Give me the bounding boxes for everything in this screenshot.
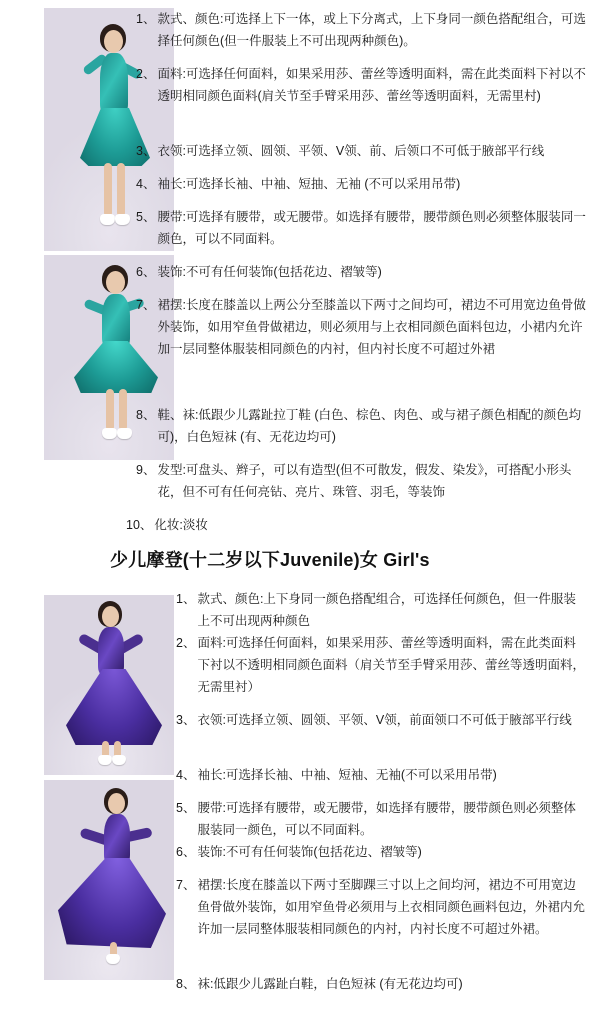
photo-girl-purple-pose xyxy=(44,780,174,980)
list-item-number: 3、 xyxy=(136,144,156,158)
list-item-number: 1、 xyxy=(176,592,196,606)
list-item xyxy=(136,140,588,162)
dancer-figure xyxy=(44,595,174,775)
head-shape xyxy=(102,606,119,627)
list-item-number: 8、 xyxy=(176,977,196,991)
head-shape xyxy=(108,793,125,814)
section-title: 少儿摩登(十二岁以下Juvenile)女 Girl's xyxy=(110,550,430,570)
list-item xyxy=(136,63,588,107)
bodice-shape xyxy=(102,294,130,348)
skirt-shape xyxy=(66,669,162,745)
list-item-number: 5、 xyxy=(136,210,156,224)
list-item xyxy=(126,514,588,536)
list-item xyxy=(136,206,588,250)
list-item xyxy=(136,173,588,195)
shoe-left-shape xyxy=(98,755,112,765)
list-item-text: 腰带:可选择有腰带，或无腰带。如选择有腰带，腰带颜色则必须整体服装同一颜色，可以不同面料。 xyxy=(157,210,586,246)
shoe-left-shape xyxy=(106,954,120,964)
list-item-text: 装饰:不可有任何装饰(包括花边、褶皱等) xyxy=(197,845,422,859)
list-item-number: 2、 xyxy=(136,67,156,81)
list-item-text: 袖长:可选择长袖、中袖、短抽、无袖 (不可以采用吊带) xyxy=(157,177,461,191)
list-item xyxy=(176,973,588,995)
list-item-text: 发型:可盘头、辫子，可以有造型(但不可散发，假发、染发》，可搭配小形头花，但不可有任何亮钻、亮片、珠管、羽毛，等装饰 xyxy=(157,463,572,499)
leg-right-shape xyxy=(117,163,125,217)
list-item-number: 6、 xyxy=(176,845,196,859)
list-item-text: 装饰:不可有任何装饰(包括花边、褶皱等) xyxy=(157,265,382,279)
shoe-right-shape xyxy=(115,214,130,225)
shoe-left-shape xyxy=(100,214,115,225)
list-item-text: 面料:可选择任何面料，如果采用莎、蕾丝等透明面料，需在此类面料下衬以不透明相同颜色面料(肩关节至手臂采用莎、蕾丝等透明面料，无需里村) xyxy=(157,67,586,103)
list-item-number: 7、 xyxy=(176,878,196,892)
list-item xyxy=(176,764,588,786)
list-item-text: 款式、颜色:可选择上下一体，或上下分离式，上下身同一颜色搭配组合，可选择任何颜色(但一件服装上不可出现两种颜色)。 xyxy=(157,12,586,48)
list-item-number: 6、 xyxy=(136,265,156,279)
list-item xyxy=(176,841,588,863)
leg-left-shape xyxy=(104,163,112,217)
list-item-number: 8、 xyxy=(136,408,156,422)
list-item-text: 化妆:淡妆 xyxy=(154,518,208,532)
list-item xyxy=(136,294,588,360)
list-item xyxy=(176,709,588,731)
bodice-shape xyxy=(104,814,130,864)
skirt-shape xyxy=(58,858,166,948)
photo-girl-purple-standing xyxy=(44,595,174,775)
list-item xyxy=(176,797,588,841)
list-item xyxy=(176,632,588,698)
list-item-text: 袜:低跟少儿露趾白鞋，白色短袜 (有无花边均可) xyxy=(197,977,463,991)
list-item-text: 腰带:可选择有腰带，或无腰带，如选择有腰带，腰带颜色则必须整体服装同一颜色，可以不同面料。 xyxy=(197,801,576,837)
list-item-number: 10、 xyxy=(126,518,153,532)
list-item-number: 5、 xyxy=(176,801,196,815)
bodice-shape xyxy=(100,53,128,115)
list-item-text: 衣领:可选择立领、圆领、平领、V领、前、后领口不可低于腋部平行线 xyxy=(157,144,545,158)
list-item-text: 鞋、袜:低跟少儿露趾拉丁鞋 (白色、棕色、肉色、或与裙子颜色相配的颜色均可)，白色短袜 (有、无花边均可) xyxy=(157,408,582,444)
leg-left-shape xyxy=(106,389,114,431)
shoe-right-shape xyxy=(112,755,126,765)
list-item xyxy=(136,8,588,52)
list-item xyxy=(136,404,588,448)
list-item xyxy=(136,261,588,283)
list-item-text: 裙摆:长度在膝盖以上两公分至膝盖以下两寸之间均可，裙边不可用宽边鱼骨做外装饰，如用窄鱼骨做裙边，则必须用与上衣相同颜色面料包边，小裙内允许加一层同整体服装相同颜色的内衬，但内衬长度不可超过外裙 xyxy=(157,298,586,356)
list-item-number: 4、 xyxy=(176,768,196,782)
head-shape xyxy=(104,30,123,53)
list-item-number: 1、 xyxy=(136,12,156,26)
list-item-text: 衣领:可选择立领、圆领、平领、V领，前面领口不可低于腋部平行线 xyxy=(197,713,572,727)
list-item-number: 7、 xyxy=(136,298,156,312)
shoe-left-shape xyxy=(102,428,117,439)
shoe-right-shape xyxy=(117,428,132,439)
list-item-text: 袖长:可选择长袖、中袖、短袖、无袖(不可以采用吊带) xyxy=(197,768,497,782)
list-item xyxy=(176,874,588,940)
head-shape xyxy=(106,271,125,294)
list-item-number: 2、 xyxy=(176,636,196,650)
list-item xyxy=(136,459,588,503)
list-item-number: 4、 xyxy=(136,177,156,191)
leg-right-shape xyxy=(119,389,127,431)
dancer-figure xyxy=(44,780,174,980)
list-item xyxy=(176,588,588,632)
bodice-shape xyxy=(98,627,124,675)
list-item-text: 裙摆:长度在膝盖以下两寸至脚踝三寸以上之间均河，裙边不可用宽边鱼骨做外装饰，如用窄鱼骨必须用与上衣相同颜色画料包边，外裙内允许加一层同整体服装相同颜色的内衬，内衬长度不可超过外裙。 xyxy=(197,878,585,936)
list-item-text: 款式、颜色:上下身同一颜色搭配组合，可选择任何颜色，但一件服装上不可出现两种颜色 xyxy=(197,592,576,628)
list-item-number: 3、 xyxy=(176,713,196,727)
list-item-number: 9、 xyxy=(136,463,156,477)
list-item-text: 面料:可选择任何面料，如果采用莎、蕾丝等透明面料，需在此类面料下衬以不透明相同颜色面料（肩关节至手臂采用莎、蕾丝等透明面料，无需里衬） xyxy=(197,636,585,694)
